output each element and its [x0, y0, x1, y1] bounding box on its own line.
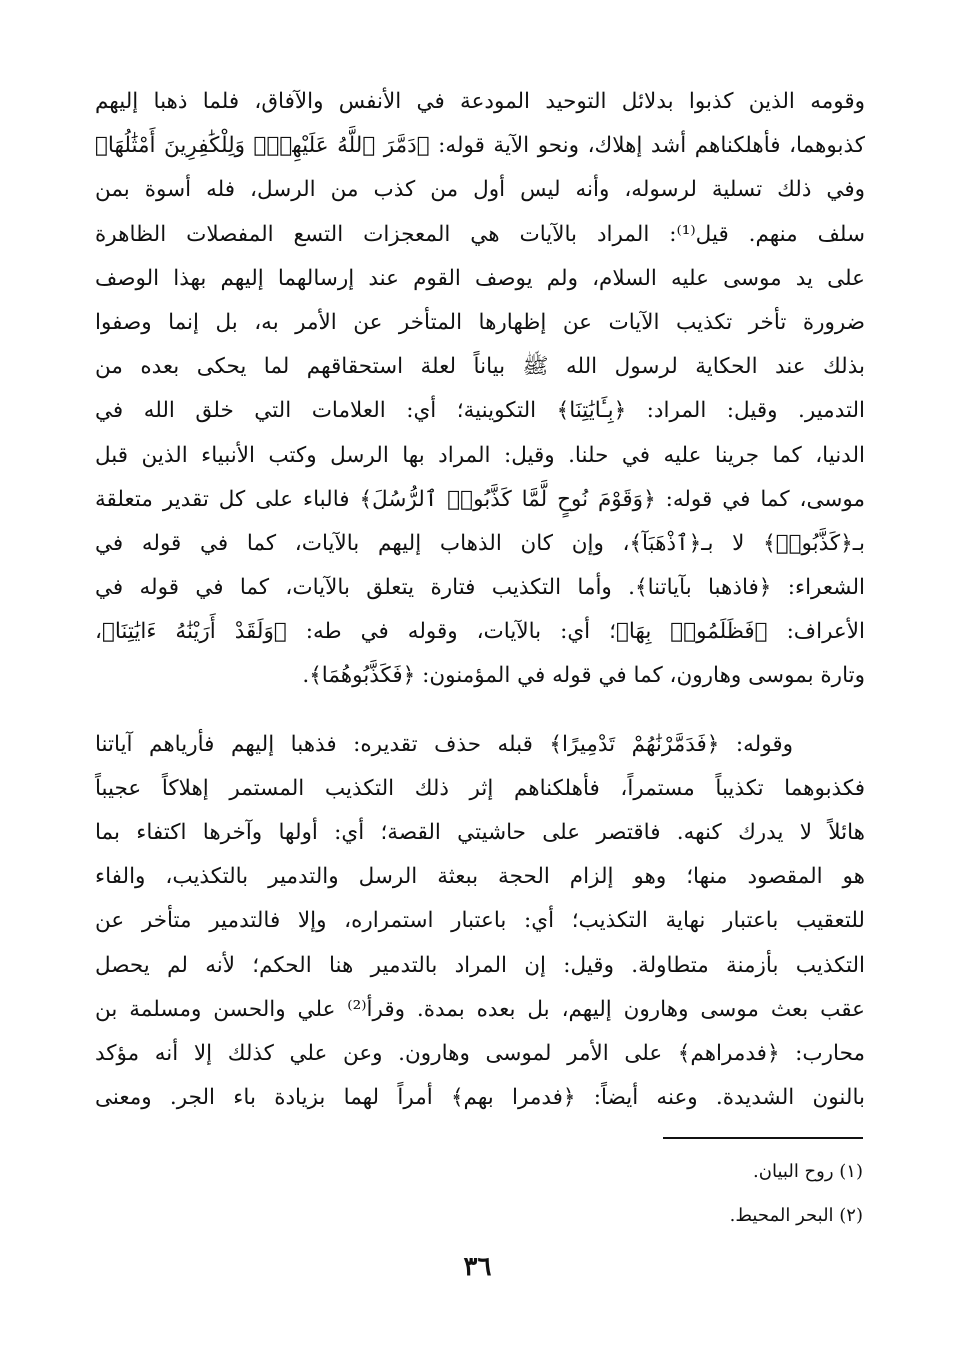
- footnote-separator: [663, 1137, 863, 1139]
- paragraph: [95, 723, 865, 1121]
- text-line: للتعقيب باعتبار نهاية التكذيب؛ أي: باعتبار استمراره، وإلا فالتدمير متأخر عن: [95, 908, 865, 934]
- text-line: الأعراف: ﴿فَظَلَمُوا۟ بِهَا﴾؛ أي: بالآيات، وقوله في طه: ﴿وَلَقَدْ أَرَيْنَٰهُ ءَايَٰتِنَا﴾،: [95, 619, 865, 645]
- footnote: (١) روح البيان.: [753, 1161, 863, 1182]
- body-text: [95, 80, 865, 1120]
- paragraph-gap: [95, 699, 865, 723]
- text-line: التدمير. وقيل: المراد: ﴿بِـَٔايَٰتِنَا﴾ التكوينية؛ أي: العلامات التي خلق الله في: [95, 398, 865, 424]
- text-line: بالنون الشديدة. وعنه أيضاً: ﴿فدمرا بهم﴾ أمراً لهما بزيادة باء الجر. ومعنى: [95, 1085, 865, 1111]
- text-line: سلف منهم. قيل⁽¹⁾: المراد بالآيات هي المعجزات التسع المفصلات الظاهرة: [95, 221, 865, 247]
- text-line: على يد موسى عليه السلام، ولم يوصف القوم عند إرسالهما إليهم بهذا الوصف: [95, 265, 865, 291]
- paragraph: [95, 80, 865, 699]
- text-line: محارب: ﴿فدمراهم﴾ على الأمر لموسى وهارون. وعن علي كذلك إلا أنه مؤكد: [95, 1040, 865, 1066]
- text-line: هائلاً لا يدرك كنهه. فاقتصر على حاشيتي القصة؛ أي: أولها وآخرها اكتفاء بما: [95, 820, 865, 845]
- text-line: عقب بعث موسى وهارون إليهم، بل بعده بمدة. وقرأ⁽²⁾ علي والحسن ومسلمة بن: [95, 996, 865, 1022]
- footnotes: [463, 1150, 863, 1238]
- page-number: ٣٦: [463, 1252, 492, 1282]
- text-line: كذبوهما، فأهلكناهم أشد إهلاك، ونحو الآية قوله: ﴿دَمَّرَ ٱللَّهُ عَلَيْهِمْۖ وَلِلْكَٰفِرِينَ أَمْثَٰلُهَا﴾: [95, 133, 865, 159]
- text-line: التكذيب بأزمنة متطاولة. وقيل: إن المراد بالتدمير هنا الحكم؛ لأنه لم يحصل: [95, 952, 865, 978]
- text-line: بذلك عند الحكاية لرسول الله ﷺ بياناً لعلة استحقاقهم لما يحكى بعده من: [95, 354, 865, 380]
- text-line: الدنيا، كما جرينا عليه في حلنا. وقيل: المراد بها الرسل وكتب الأنبياء الذين قبل: [95, 442, 865, 468]
- text-line: وقومه الذين كذبوا بدلائل التوحيد المودعة في الأنفس والآفاق، فلما ذهبا إليهم: [95, 89, 865, 114]
- text-line: موسى، كما في قوله: ﴿وَقَوْمَ نُوحٍ لَّمَّا كَذَّبُوا۟ ٱلرُّسُلَ﴾ فالباء على كل تقدير متعلقة: [95, 486, 865, 512]
- text-line: هو المقصود منها؛ وهو إلزام الحجة ببعثة الرسل والتدمير بالتكذيب، والفاء: [95, 864, 865, 890]
- text-line: وفي ذلك تسلية لرسوله، وأنه ليس أول من كذب من الرسل، فله أسوة بمن: [95, 177, 865, 203]
- text-line: فكذبوهما تكذيباً مستمراً، فأهلكناهم إثر ذلك التكذيب المستمر إهلاكاً عجيباً: [95, 775, 865, 801]
- text-line: بـ﴿كَذَّبُوا۟﴾ لا بـ﴿ٱذْهَبَآ﴾، وإن كان الذهاب إليهم بالآيات، كما في قوله في: [95, 530, 865, 556]
- footnote: (٢) البحر المحيط.: [729, 1205, 863, 1226]
- text-line: الشعراء: ﴿فاذهبا بآياتنا﴾. وأما التكذيب فتارة يتعلق بالآيات، كما في قوله في: [95, 575, 865, 601]
- text-line: وقوله: ﴿فَدَمَّرْنَٰهُمْ تَدْمِيرًا﴾ قبله حذف تقديره: فذهبا إليهم فأرياهم آياتنا: [95, 731, 793, 757]
- text-line: ضرورة تأخر تكذيب الآيات عن إظهارها المتأخر عن الأمر به، بل إنما وصفوا: [95, 309, 865, 335]
- text-line: وتارة بموسى وهارون، كما في قوله في المؤمنون: ﴿فَكَذَّبُوهُمَا﴾.: [302, 663, 865, 689]
